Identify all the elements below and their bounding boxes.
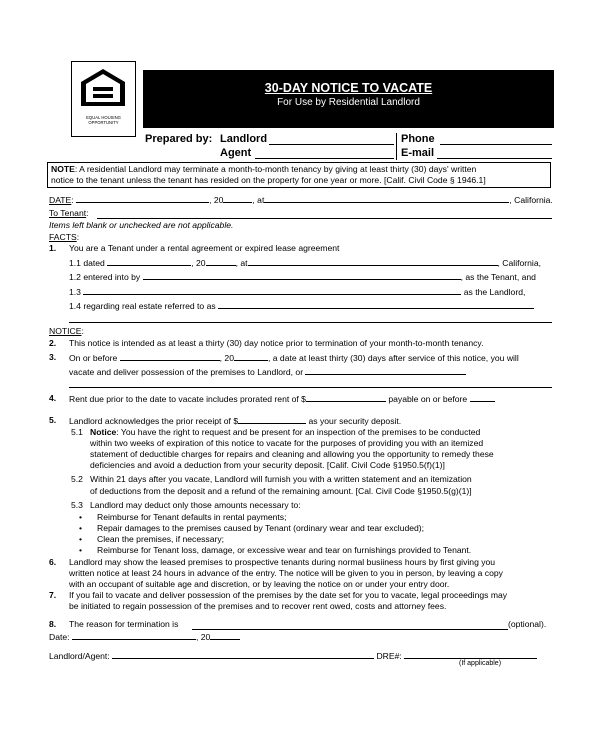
item-6-line-1: Landlord may show the leased premises to prospective tenants during normal busiiness hours by first giving you: [69, 557, 496, 567]
item-5-1-line-3: statement of deductible charges for repairs and cleaning and allowing you the opportunity to remedy these: [90, 449, 494, 459]
bullet-icon: •: [79, 545, 83, 555]
item-1-1-at-label: , at: [235, 258, 248, 268]
termination-reason-field[interactable]: [192, 621, 508, 630]
to-tenant-line: To Tenant:: [49, 208, 89, 218]
item-1-1-california: , California,: [497, 258, 541, 268]
item-1-1-line: [69, 257, 541, 269]
item-6-line-2: written notice at least 24 hours in advance of the entry. The notice will be given to you in person, by leaving a copy: [69, 568, 503, 578]
page-subtitle: For Use by Residential Landlord: [277, 97, 420, 108]
item-3-date-field[interactable]: [120, 352, 220, 361]
note-box: [47, 162, 551, 188]
item-3-year-field[interactable]: [234, 352, 268, 361]
item-7-number: 7.: [49, 590, 57, 600]
bullet-icon: •: [79, 512, 83, 522]
item-3-on-or-before: On or before: [69, 353, 118, 363]
date-label: DATE: [49, 195, 72, 205]
item-1-1-year-field[interactable]: [206, 257, 236, 266]
landlord-agent-signature-field[interactable]: [112, 650, 374, 659]
item-5-1-text-a: : You have the right to request and be present for an inspection of the premises to be conducted: [116, 427, 481, 437]
item-2-number: 2.: [49, 338, 57, 348]
item-7-line-1: If you fail to vacate and deliver possession of the premises by the date set for you to vacate, legal proceedings may: [69, 590, 508, 600]
page-title: 30-DAY NOTICE TO VACATE: [264, 81, 433, 95]
item-1-3-end: as the Landlord,: [463, 287, 526, 297]
item-1-4-line: [69, 300, 534, 312]
item-1-1-location-field[interactable]: [248, 257, 498, 266]
item-5-text: Landlord acknowledges the prior receipt of $: [69, 416, 239, 426]
landlord-agent-label: Landlord/Agent:: [49, 651, 110, 661]
item-5-1-number: 5.1: [71, 427, 83, 437]
item-1-2-end: , as the Tenant, and: [460, 272, 536, 282]
item-3-number: 3.: [49, 352, 57, 362]
item-1-2-tenant-field[interactable]: [143, 271, 461, 280]
item-3-line: [69, 352, 519, 364]
landlord-label: Landlord: [220, 133, 268, 145]
date-year-field[interactable]: [223, 194, 252, 203]
item-4-line: [69, 393, 495, 405]
notice-label: NOTICE: [49, 326, 82, 336]
item-8-label: The reason for termination is: [69, 619, 179, 629]
tenant-name-field[interactable]: [97, 210, 552, 219]
signature-year-field[interactable]: [210, 631, 240, 640]
item-5-deposit-field[interactable]: [238, 415, 306, 424]
email-field[interactable]: [437, 150, 552, 159]
to-tenant-label: To Tenant: [49, 208, 87, 218]
equal-housing-logo: [71, 61, 136, 137]
date-location-field[interactable]: [264, 194, 509, 203]
facts-label: FACTS: [49, 232, 77, 242]
item-6-line-3: with an occupant of suitable age and discretion, or by leaving the notice on or under your entry door.: [69, 579, 450, 589]
note-line-1: : A residential Landlord may terminate a month-to-month tenancy by giving at least thirty (30) days' written: [74, 164, 477, 174]
if-applicable-note: (If applicable): [459, 660, 502, 667]
date-year-prefix: , 20: [209, 195, 224, 205]
item-3-vacate-text: vacate and deliver possession of the premises to Landlord, or: [69, 367, 304, 377]
item-5-2-line-1: Within 21 days after you vacate, Landlord will furnish you with a written statement and an itemization: [90, 474, 472, 484]
item-1-1-label: 1.1 dated: [69, 258, 105, 268]
item-7-line-2: be initiated to regain possession of the premises and to recover rent owed, costs and attorney fees.: [69, 601, 447, 611]
item-1-2-label: 1.2 entered into by: [69, 272, 141, 282]
deduction-item-4: Reimburse for Tenant loss, damage, or excessive wear and tear on furnishings provided to Tenant.: [97, 545, 472, 555]
item-5-1-line-4: deficiencies and avoid a deduction from your security deposit. [Calif. Civil Code §1950.5(f)(1)]: [90, 460, 445, 470]
item-3-alternative-field[interactable]: [305, 366, 466, 375]
logo-caption: EQUAL HOUSING OPPORTUNITY: [86, 115, 121, 126]
item-5-line: [69, 415, 401, 427]
prepared-by-label: Prepared by:: [145, 133, 213, 145]
item-3-continuation-field[interactable]: [69, 387, 552, 388]
item-5-2-number: 5.2: [71, 474, 83, 484]
item-1-4-property-field[interactable]: [218, 300, 534, 309]
phone-field[interactable]: [440, 136, 552, 145]
email-label: E-mail: [401, 147, 435, 159]
item-5-3-number: 5.3: [71, 500, 83, 510]
signature-year-prefix: , 20: [195, 632, 211, 642]
item-6-number: 6.: [49, 557, 57, 567]
item-4-date-field[interactable]: [470, 393, 495, 402]
item-4-text: Rent due prior to the date to vacate includes prorated rent of $: [69, 394, 306, 404]
signature-date-line: [49, 631, 240, 643]
item-3-line-2: [69, 366, 466, 378]
agent-field[interactable]: [255, 150, 394, 159]
blank-items-note: Items left blank or unchecked are not applicable.: [49, 220, 234, 230]
item-1-4-continuation-field[interactable]: [69, 322, 552, 323]
item-1-3-landlord-field[interactable]: [83, 286, 461, 295]
bullet-icon: •: [79, 534, 83, 544]
item-5-2-line-2: of deductions from the deposit and a refund of the remaining amount. [Cal. Civil Code §1950.5(g)(1)]: [90, 486, 472, 496]
note-label: NOTE: [51, 164, 75, 174]
item-5-deposit-text: as your security deposit.: [308, 416, 402, 426]
item-1-1-year-prefix: , 20: [191, 258, 206, 268]
note-line-2: notice to the tenant unless the tenant has resided on the property for one year or more. [Calif. Civil Code § 1946.1]: [51, 175, 486, 185]
equal-housing-icon: [73, 66, 134, 116]
date-california: , California.: [509, 195, 553, 205]
agent-label: Agent: [220, 147, 252, 159]
item-5-3-text: Landlord may deduct only those amounts necessary to:: [90, 500, 301, 510]
item-3-year-prefix: , 20: [219, 353, 234, 363]
item-1-3-line: [69, 286, 525, 298]
item-4-payable: payable on or before: [388, 394, 468, 404]
phone-label: Phone: [401, 133, 435, 145]
item-5-1-line-2: within two weeks of expiration of this notice to vacate for the purposes of providing you with an itemized: [90, 438, 484, 448]
prepared-divider: [396, 133, 397, 160]
dre-label: DRE#:: [376, 651, 402, 661]
item-1-number: 1.: [49, 243, 57, 253]
date-line: DATE: , 20 , at , California.: [49, 195, 553, 205]
item-4-number: 4.: [49, 393, 57, 403]
signature-date-label: Date:: [49, 632, 70, 642]
date-field[interactable]: [76, 194, 209, 203]
item-1-1-date-field[interactable]: [107, 257, 191, 266]
dre-number-field[interactable]: [404, 650, 537, 659]
item-4-rent-field[interactable]: [306, 393, 386, 402]
title-banner: [143, 70, 554, 128]
deduction-item-1: Reimburse for Tenant defaults in rental payments;: [97, 512, 287, 522]
item-5-number: 5.: [49, 415, 57, 425]
item-3-text: , a date at least thirty (30) days after service of this notice, you will: [267, 353, 519, 363]
deduction-item-2: Repair damages to the premises caused by Tenant (ordinary wear and tear excluded);: [97, 523, 425, 533]
item-5-1-notice-label: Notice: [90, 427, 117, 437]
deduction-item-3: Clean the premises, if necessary;: [97, 534, 225, 544]
item-5-1-line-1: [90, 427, 480, 438]
landlord-field[interactable]: [269, 136, 394, 145]
item-1-4-label: 1.4 regarding real estate referred to as: [69, 301, 216, 311]
date-at-label: , at: [252, 195, 265, 205]
item-1-3-label: 1.3: [69, 287, 81, 297]
item-8-optional: (optional).: [508, 619, 547, 629]
item-2-text: This notice is intended as at least a thirty (30) day notice prior to termination of your month-to-month tenancy.: [69, 338, 484, 348]
signature-date-field[interactable]: [72, 631, 196, 640]
bullet-icon: •: [79, 523, 83, 533]
item-1-text: You are a Tenant under a rental agreement or expired lease agreement: [69, 243, 340, 253]
item-1-2-line: [69, 271, 536, 283]
item-8-number: 8.: [49, 619, 57, 629]
